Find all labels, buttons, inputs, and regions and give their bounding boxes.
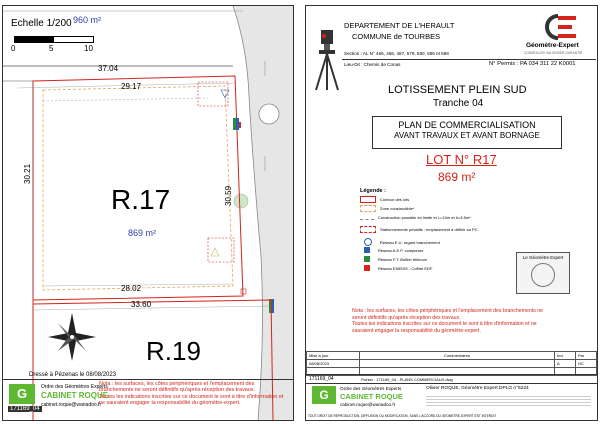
lot-area: 869 m² bbox=[128, 228, 157, 238]
section-line: Section : AL N° 465, 466, 467, 579, 580, 586 et 588 bbox=[344, 51, 449, 56]
scale-tick-10: 10 bbox=[84, 44, 93, 53]
legend bbox=[360, 196, 500, 286]
copyright: TOUT DROIT DE REPRODUCTION, DIFFUSION OU MODIFICATION, SANS L'ACCORD DU GEOMETRE-EXPERT EST INTERDIT bbox=[308, 414, 497, 418]
title-footer bbox=[306, 374, 597, 421]
title-firm-email: cabinet.roque@wanadoo.fr bbox=[340, 402, 396, 407]
scale-tick-0: 0 bbox=[11, 44, 16, 53]
scale-bar bbox=[14, 36, 94, 43]
limit-swatch-icon bbox=[360, 214, 374, 220]
file-line: Fichier : 171169_04 - PLANS COMMERCIAUX.dwg bbox=[361, 376, 453, 382]
legend-item-parking: Stationnements privatifs : emplacement à définir au PC. bbox=[360, 226, 479, 233]
header-rule bbox=[342, 59, 596, 60]
col-by: Par bbox=[576, 352, 597, 360]
buildable-swatch-icon bbox=[360, 205, 376, 212]
dim-left: 30.21 bbox=[23, 163, 32, 184]
parking-top bbox=[198, 82, 228, 106]
tree bbox=[234, 194, 248, 208]
department: DEPARTEMENT DE L'HERAULT bbox=[344, 21, 455, 30]
sewer-icon bbox=[364, 238, 372, 246]
col-comments: Commentaires bbox=[360, 352, 555, 360]
doc-title-box bbox=[372, 116, 562, 149]
col-date: Mise à jour bbox=[307, 352, 360, 360]
legend-item-aep: Réseau A.E.P. compteurs bbox=[360, 247, 423, 253]
electric-box-icon bbox=[364, 265, 370, 271]
legend-title: Légende : bbox=[360, 188, 386, 194]
stamp-seal-icon bbox=[531, 263, 555, 287]
footer-ref: 171169_04 bbox=[309, 376, 334, 382]
north-star-icon bbox=[47, 312, 97, 362]
legend-item-eu: Réseau E.U. regard branchement bbox=[360, 238, 440, 246]
plan-sheet bbox=[2, 5, 294, 421]
geometre-expert-logo-icon bbox=[538, 14, 578, 40]
firm-order: Ordre des Géomètres Experts bbox=[41, 384, 108, 390]
plan-footer bbox=[3, 379, 293, 421]
doc-title-1: PLAN DE COMMERCIALISATION bbox=[398, 120, 536, 130]
dim-bottom: 33.60 bbox=[131, 300, 152, 309]
permis: N° Permis : PA 034 311 22 K0001 bbox=[489, 61, 576, 67]
firm-logo-icon: G bbox=[9, 384, 35, 404]
title-firm-name: CABINET ROQUE bbox=[340, 392, 403, 401]
next-lot-label: R.19 bbox=[146, 336, 201, 366]
footer-ref-box bbox=[306, 375, 597, 384]
plan-disclaimer: Nota : les surfaces, les côtes périphériques et l'emplacement des branchements ne seront définitifs qu'après réception des travaux. Toutes les indications inscrites sur ce document le sont à titre d'information et ne sauraient engager la responsabilité du géomètre-expert. bbox=[99, 381, 284, 407]
lot-label: R.17 bbox=[111, 184, 171, 215]
project-title: LOTISSEMENT PLEIN SUD bbox=[388, 84, 527, 96]
stamp-name: Le Géomètre Expert bbox=[522, 255, 564, 260]
firm-email: cabinet.roque@wanadoo.fr bbox=[41, 402, 102, 408]
dim-bottom-inner: 28.02 bbox=[121, 284, 142, 293]
drawn-at: Dressé à Pézenas le 08/08/2023 bbox=[29, 372, 117, 378]
lot-outline-swatch-icon bbox=[360, 196, 376, 203]
firm-contact: Olivier ROQUE, Géomètre Expert DPLG n°5224 bbox=[426, 386, 529, 391]
title-lot-area: 869 m² bbox=[438, 170, 476, 184]
legend-item-lots: Contour des lots bbox=[360, 196, 409, 203]
telecom-box-icon bbox=[364, 256, 370, 262]
commune: COMMUNE de TOURBES bbox=[352, 32, 441, 41]
roundabout bbox=[259, 104, 279, 124]
title-firm-logo-icon: G bbox=[312, 386, 336, 404]
tranche: Tranche 04 bbox=[433, 98, 484, 109]
doc-title-2: AVANT TRAVAUX ET AVANT BORNAGE bbox=[394, 131, 540, 140]
road bbox=[233, 6, 293, 420]
legend-item-enedis: Réseau ENEDIS - Coffret EDF bbox=[360, 265, 432, 271]
lot-number: LOT N° R17 bbox=[426, 152, 497, 167]
dim-top: 37.04 bbox=[98, 64, 119, 73]
lieu-dit: Lieu-Dit : Chemin de Conas bbox=[344, 62, 401, 67]
dim-inner-top: 29.17 bbox=[121, 82, 142, 91]
logo-tagline: CONSEILLER VALORISER GARANTIR bbox=[524, 51, 583, 55]
revision-table bbox=[306, 351, 597, 376]
logo-name: Géomètre-Expert bbox=[526, 42, 579, 49]
expert-stamp bbox=[516, 252, 570, 294]
revision-table-header bbox=[307, 352, 597, 360]
legend-item-limit: Construction possible en limite et L=10m et h=3.5m* bbox=[360, 214, 471, 220]
top-partial-area: 960 m² bbox=[73, 15, 102, 25]
title-sheet bbox=[305, 5, 598, 421]
footer-ref: 171169_04 bbox=[10, 406, 40, 412]
title-note: Nota : les surfaces, les côtes périphériques et l'emplacement des branchements ne seront définitifs qu'après réception des travaux. Toutes les indications inscrites sur ce document le sont à titre d'information et ne sauraient engager la responsabilité du géomètre-expert. bbox=[352, 308, 544, 334]
scale-tick-5: 5 bbox=[49, 44, 54, 53]
parking-swatch-icon bbox=[360, 226, 376, 233]
title-firm-order: Ordre des Géomètres Experts bbox=[340, 386, 402, 391]
scale-title: Echelle 1/200 bbox=[11, 18, 72, 29]
legend-item-ft: Réseau F.T. Boîtier télécom bbox=[360, 256, 427, 262]
table-row: 08/08/2023 A HC bbox=[307, 360, 597, 368]
theodolite-icon bbox=[312, 28, 342, 92]
legend-item-buildable: Zone constructible* bbox=[360, 205, 414, 212]
col-index: Ind. bbox=[555, 352, 576, 360]
water-meter-icon bbox=[364, 247, 370, 253]
contact-lines-placeholder bbox=[426, 394, 591, 408]
network-marker-top bbox=[233, 118, 236, 130]
dim-right: 30.59 bbox=[224, 185, 233, 206]
parking-bottom bbox=[208, 238, 234, 262]
firm-name: CABINET ROQUE bbox=[41, 391, 109, 400]
